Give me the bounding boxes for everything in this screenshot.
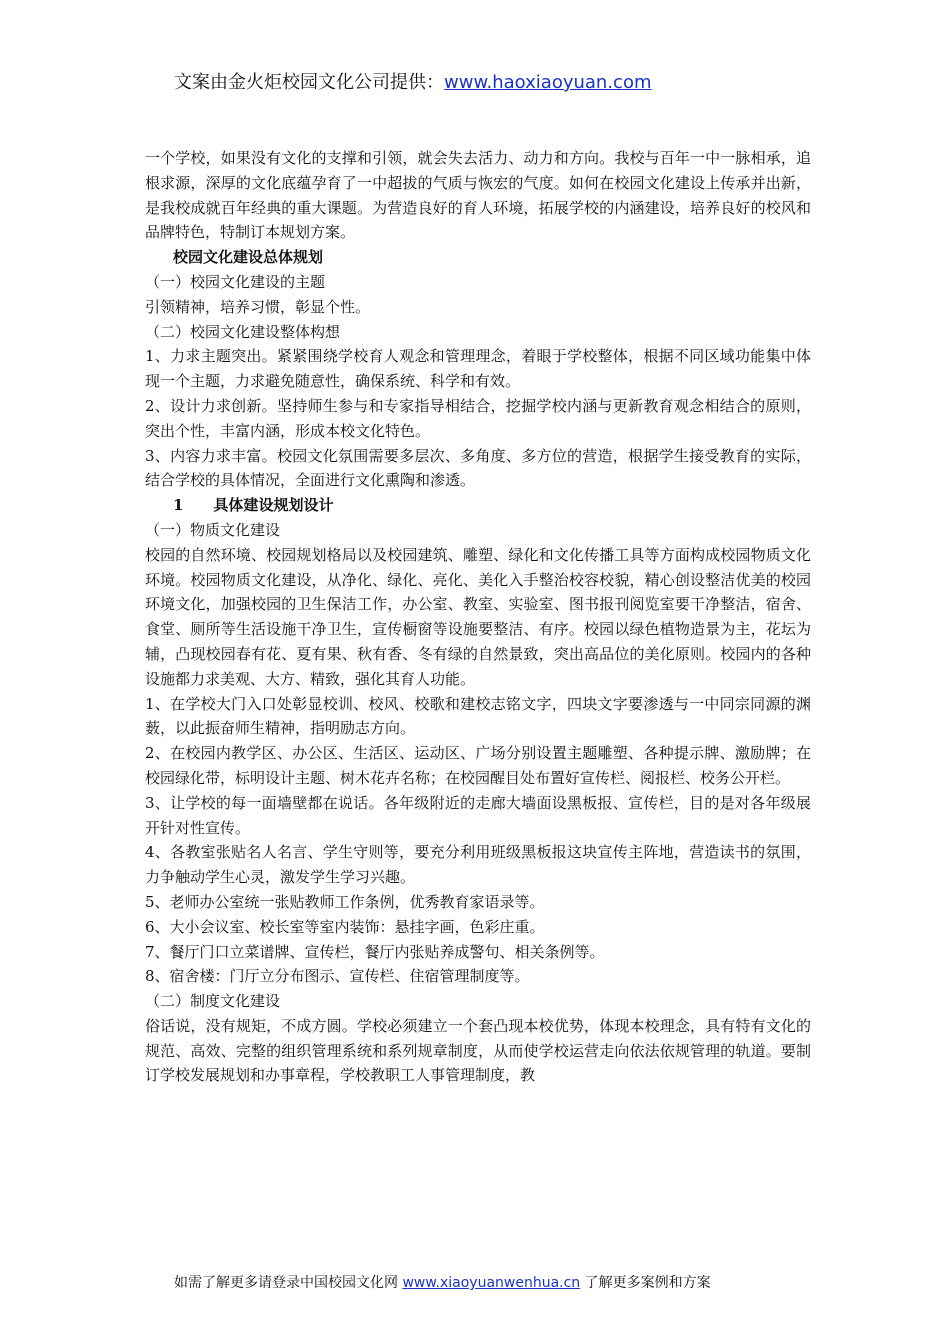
paragraph: 2、在校园内教学区、办公区、生活区、运动区、广场分别设置主题雕塑、各种提示牌、激励牌；在校园绿化带，标明设计主题、树木花卉名称；在校园醒目处布置好宣传栏、阅报栏、校务公开栏。 bbox=[145, 744, 811, 787]
footer-suffix: 了解更多案例和方案 bbox=[580, 1275, 711, 1291]
paragraph: 3、让学校的每一面墙壁都在说话。各年级附近的走廊大墙面设黑板报、宣传栏，目的是对各年级展开针对性宣传。 bbox=[145, 793, 811, 837]
footer-link[interactable]: www.xiaoyuanwenhua.cn bbox=[402, 1275, 581, 1291]
section-heading: 校园文化建设总体规划 bbox=[173, 248, 324, 267]
paragraph: 5、老师办公室统一张贴教师工作条例，优秀教育家语录等。 bbox=[145, 892, 545, 911]
paragraph: 一个学校，如果没有文化的支撑和引领，就会失去活力、动力和方向。我校与百年一中一脉相承，追根求源，深厚的文化底蕴孕育了一中超拔的气质与恢宏的气度。如何在校园文化建设上传承并出新，是我校成就百年经典的重大课题。为营造良好的育人环境，拓展学校的内涵建设，培养良好的校风和品牌特色，特制订本规划方案。 bbox=[145, 149, 811, 242]
paragraph: 7、餐厅门口立菜谱牌、宣传栏，餐厅内张贴养成警句、相关条例等。 bbox=[145, 942, 605, 961]
paragraph: 6、大小会议室、校长室等室内装饰：悬挂字画，色彩庄重。 bbox=[145, 917, 545, 936]
page-footer bbox=[174, 1272, 711, 1292]
paragraph: （二）校园文化建设整体构想 bbox=[145, 322, 341, 341]
header-link[interactable]: www.haoxiaoyuan.com bbox=[444, 72, 652, 93]
document-body bbox=[145, 146, 811, 1088]
paragraph: （二）制度文化建设 bbox=[145, 992, 281, 1011]
paragraph: （一）校园文化建设的主题 bbox=[145, 272, 326, 291]
header-text: 文案由金火炬校园文化公司提供： bbox=[174, 72, 444, 93]
section-heading: 1 具体建设规划设计 bbox=[173, 496, 334, 515]
paragraph: （一）物质文化建设 bbox=[145, 520, 281, 539]
footer-text: 如需了解更多请登录中国校园文化网 bbox=[174, 1275, 403, 1291]
paragraph: 俗话说，没有规矩，不成方圆。学校必须建立一个套凸现本校优势，体现本校理念，具有特有文化的规范、高效、完整的组织管理系统和系列规章制度，从而使学校运营走向依法依规管理的轨道。要制订学校发展规划和办事章程，学校教职工人事管理制度，教 bbox=[145, 1016, 811, 1085]
paragraph: 3、内容力求丰富。校园文化氛围需要多层次、多角度、多方位的营造，根据学生接受教育的实际，结合学校的具体情况，全面进行文化熏陶和渗透。 bbox=[145, 446, 811, 490]
paragraph: 1、力求主题突出。紧紧围绕学校育人观念和管理理念，着眼于学校整体，根据不同区域功能集中体现一个主题，力求避免随意性，确保系统、科学和有效。 bbox=[145, 347, 811, 391]
paragraph: 4、各教室张贴名人名言、学生守则等，要充分利用班级黑板报这块宣传主阵地，营造读书的氛围，力争触动学生心灵，激发学生学习兴趣。 bbox=[145, 843, 811, 887]
paragraph: 引领精神，培养习惯，彰显个性。 bbox=[145, 297, 371, 316]
paragraph: 校园的自然环境、校园规划格局以及校园建筑、雕塑、绿化和文化传播工具等方面构成校园物质文化环境。校园物质文化建设，从净化、绿化、亮化、美化入手整治校容校貌，精心创设整洁优美的校园环境文化，加强校园的卫生保洁工作，办公室、教室、实验室、图书报刊阅览室要干净整洁，宿舍、食堂、厕所等生活设施干净卫生，宣传橱窗等设施要整洁、有序。校园以绿色植物造景为主，花坛为辅，凸现校园春有花、夏有果、秋有香、冬有绿的自然景致，突出高品位的美化原则。校园内的各种设施都力求美观、大方、精致，强化其育人功能。 bbox=[145, 545, 811, 688]
paragraph: 1、在学校大门入口处彰显校训、校风、校歌和建校志铭文字，四块文字要渗透与一中同宗同源的渊薮，以此振奋师生精神，指明励志方向。 bbox=[145, 694, 811, 738]
paragraph: 2、设计力求创新。坚持师生参与和专家指导相结合，挖掘学校内涵与更新教育观念相结合的原则，突出个性，丰富内涵，形成本校文化特色。 bbox=[145, 396, 811, 440]
page-header bbox=[174, 68, 652, 94]
paragraph: 8、宿舍楼：门厅立分布图示、宣传栏、住宿管理制度等。 bbox=[145, 967, 530, 986]
